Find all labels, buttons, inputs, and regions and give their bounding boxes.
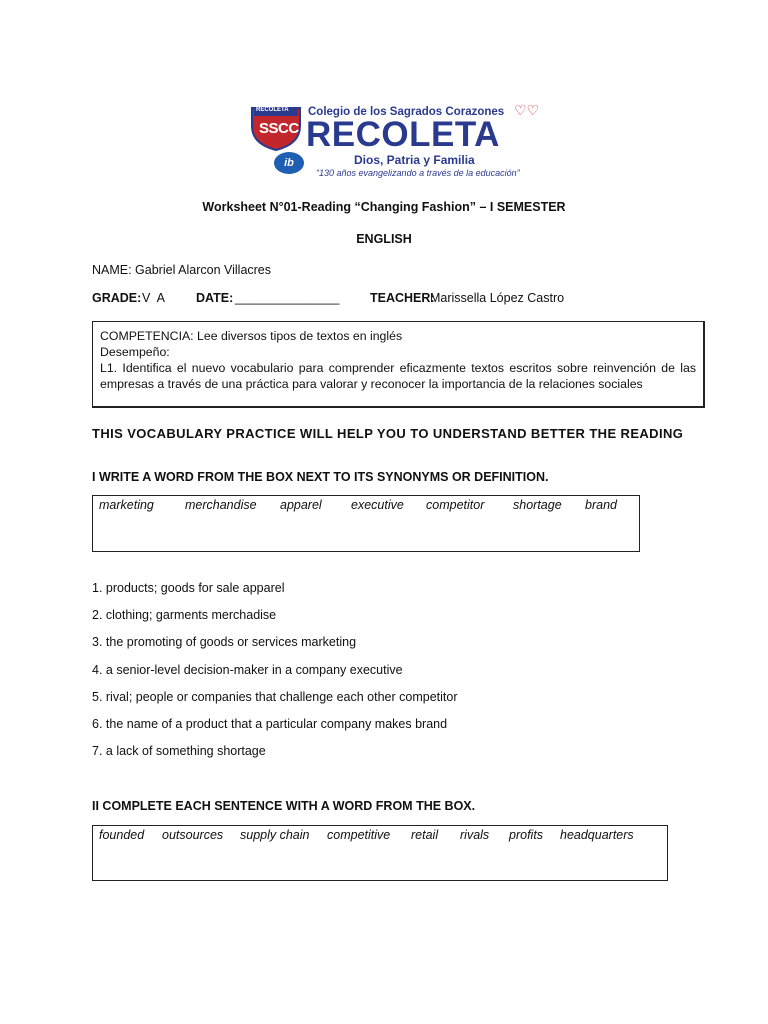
competencia-label: COMPETENCIA:: [100, 329, 194, 343]
ib-logo-icon: ib: [274, 152, 304, 174]
school-logo: [250, 100, 550, 182]
school-slogan: “130 años evangelizando a través de la educación”: [316, 168, 520, 178]
desempeno-label: Desempeño:: [100, 345, 170, 359]
list-item: 3. the promoting of goods or services marketing: [92, 635, 357, 649]
competencia-value: Lee diversos tipos de textos en inglés: [197, 329, 403, 343]
vocabulary-heading: THIS VOCABULARY PRACTICE WILL HELP YOU TO UNDERSTAND BETTER THE READING: [92, 426, 684, 441]
list-item: 2. clothing; garments merchadise: [92, 608, 277, 622]
college-name: Colegio de los Sagrados Corazones: [308, 106, 505, 118]
word-bank-item: apparel: [280, 498, 322, 512]
teacher-name: Marissella López Castro: [430, 291, 565, 305]
word-bank-item: outsources: [162, 828, 224, 842]
teacher-label: TEACHER:: [370, 291, 435, 305]
school-motto: Dios, Patria y Familia: [354, 153, 475, 167]
word-bank-item: founded: [99, 828, 145, 842]
list-item: 7. a lack of something shortage: [92, 744, 266, 758]
word-bank-item: rivals: [460, 828, 490, 842]
list-item: 5. rival; people or companies that challenge each other competitor: [92, 690, 458, 704]
worksheet-title: Worksheet N°01-Reading “Changing Fashion” – I SEMESTER: [202, 200, 566, 214]
subject-text: ENGLISH: [356, 232, 412, 246]
section-1-title: I WRITE A WORD FROM THE BOX NEXT TO ITS SYNONYMS OR DEFINITION.: [92, 470, 549, 484]
word-bank-item: brand: [585, 498, 617, 512]
sacred-hearts-icon: ♡♡: [514, 102, 540, 118]
word-bank-item: shortage: [513, 498, 562, 512]
shield-label: RECOLETA: [256, 107, 289, 113]
word-bank-item: merchandise: [185, 498, 257, 512]
grade-label: GRADE:: [92, 291, 142, 305]
date-label: DATE:: [196, 291, 234, 305]
performance-l1: L1. Identifica el nuevo vocabulario para comprender eficazmente textos escritos sobre reinvención de las empresas a través de una práctica para valorar y reconocer la importancia de la relaciones sociales: [100, 361, 696, 391]
word-box-1: [92, 495, 640, 552]
list-item: 1. products; goods for sale apparel: [92, 581, 285, 595]
word-bank-item: supply chain: [240, 828, 310, 842]
word-bank-item: competitive: [327, 828, 391, 842]
word-bank-item: headquarters: [560, 828, 634, 842]
word-bank-item: marketing: [99, 498, 154, 512]
word-bank-item: profits: [509, 828, 544, 842]
list-item: 4. a senior-level decision-maker in a company executive: [92, 663, 403, 677]
student-name: NAME: Gabriel Alarcon Villacres: [92, 263, 272, 277]
competencia-line: [100, 328, 696, 344]
word-bank-item: competitor: [426, 498, 485, 512]
subject-label: [0, 232, 768, 246]
word-bank-item: retail: [411, 828, 439, 842]
competencia-box: [92, 321, 705, 408]
shield-initials: SSCC: [259, 120, 299, 137]
date-blank: _______________: [235, 291, 340, 305]
word-bank-item: executive: [351, 498, 404, 512]
word-box-2: [92, 825, 668, 881]
section-2-title: II COMPLETE EACH SENTENCE WITH A WORD FROM THE BOX.: [92, 799, 476, 813]
list-item: 6. the name of a product that a particular company makes brand: [92, 717, 448, 731]
brand-wordmark: RECOLETA: [306, 115, 500, 154]
grade-value: V A: [142, 291, 165, 305]
